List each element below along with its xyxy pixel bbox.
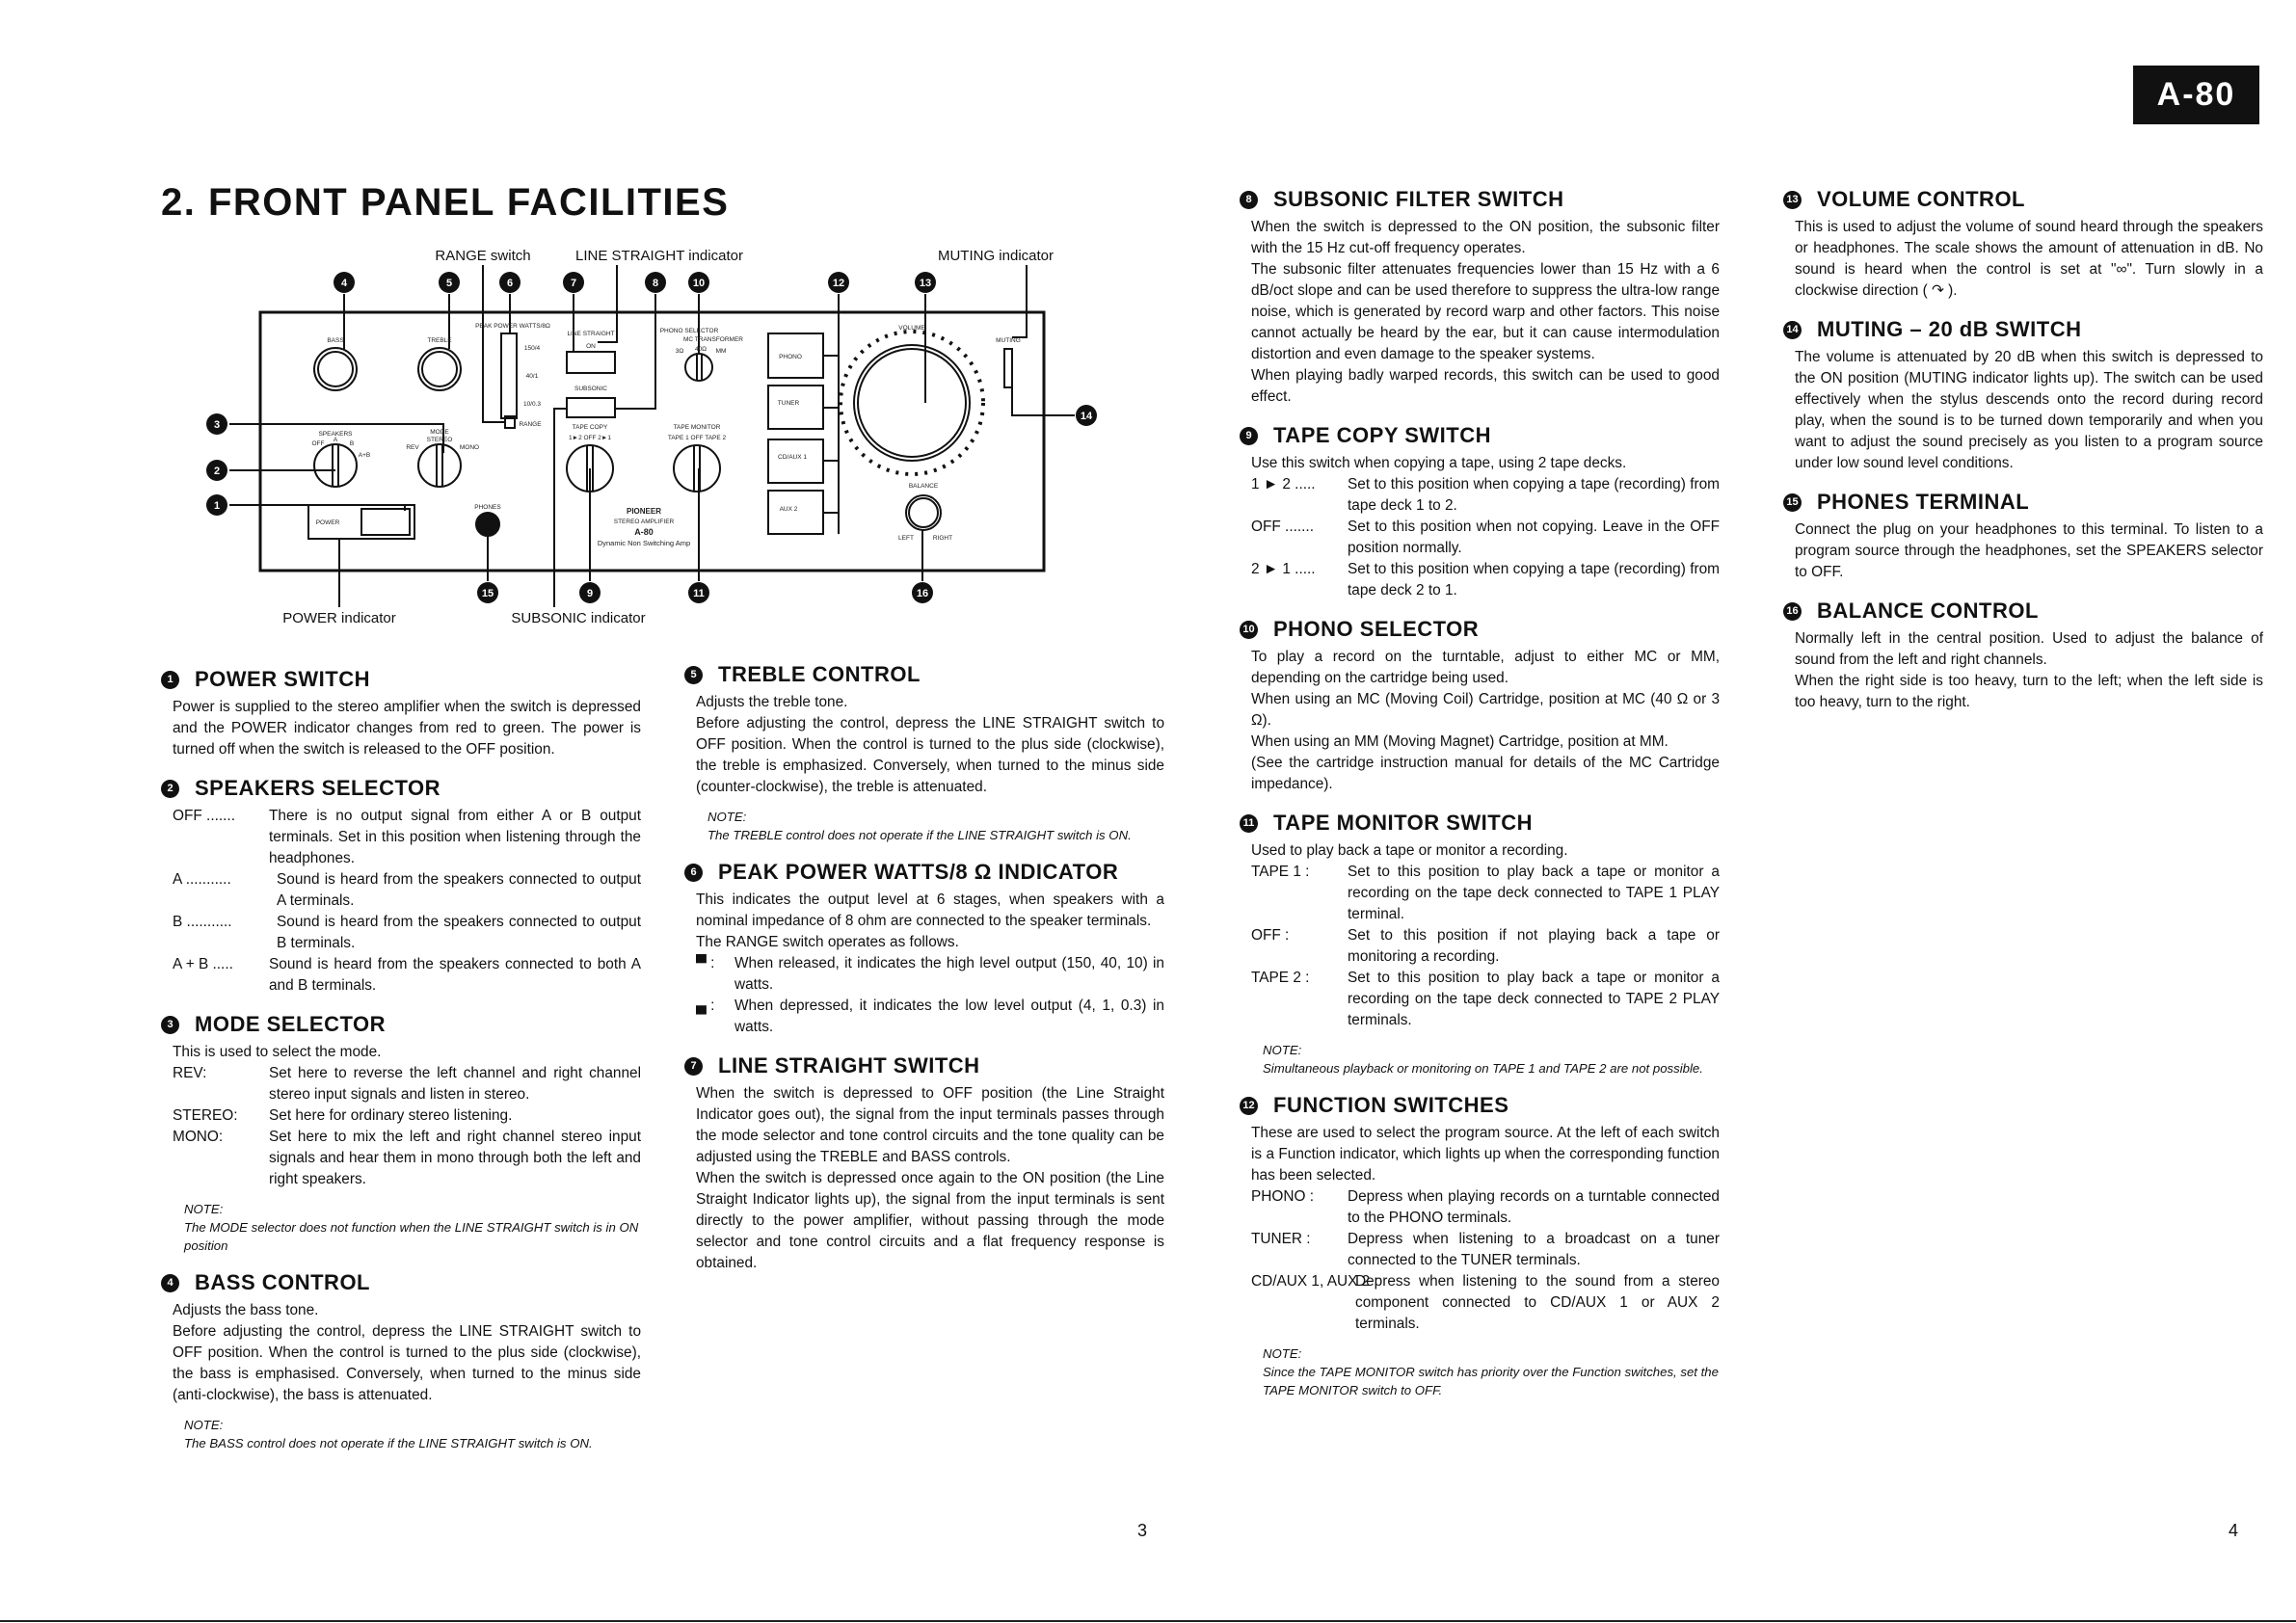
- function-switch-tuner: [768, 386, 823, 429]
- section-number-badge: 6: [684, 864, 703, 882]
- panel-text: SUBSONIC: [574, 386, 607, 392]
- function-switch-cdaux1: [768, 439, 823, 483]
- section-heading: [1240, 1091, 1720, 1120]
- section-heading: [684, 1051, 1164, 1080]
- definition-text: Set here for ordinary stereo listening.: [269, 1107, 513, 1124]
- definition-term: OFF .......: [173, 808, 235, 824]
- definition-text: Depress when playing records on a turntable connected to the PHONO terminals.: [1348, 1188, 1720, 1226]
- callout-number: 8: [652, 278, 659, 289]
- panel-text: MUTING: [996, 337, 1021, 344]
- column-1: [167, 665, 641, 1466]
- peak-power-meter: [501, 333, 517, 418]
- callout-number: 4: [340, 278, 348, 289]
- panel-model: A-80: [634, 527, 654, 537]
- paragraph: To play a record on the turntable, adjust to either MC or MM, depending on the cartridge being used.: [1251, 649, 1720, 686]
- definition-term: TAPE 2 :: [1251, 970, 1310, 986]
- definition-term: TUNER :: [1251, 1231, 1311, 1247]
- panel-text: VOLUME: [898, 325, 925, 332]
- note: [707, 808, 1164, 844]
- section-title: TREBLE CONTROL: [718, 662, 921, 686]
- line-straight-indicator-label: LINE STRAIGHT indicator: [575, 248, 743, 264]
- paragraph: (See the cartridge instruction manual for details of the MC Cartridge impedance).: [1251, 755, 1720, 792]
- callout-number: 5: [445, 278, 453, 289]
- section-number-badge: 14: [1783, 321, 1802, 339]
- panel-text: SPEAKERS: [318, 431, 353, 438]
- definition-term: OFF .......: [1251, 519, 1314, 535]
- note: [184, 1200, 641, 1255]
- paragraph: This is used to adjust the volume of sound heard through the speakers or headphones. The scale shows the amount of attenuation in dB. No sound is heard when the control is set at "∞". Turn slowly in a clockwise direction ( ↷ ).: [1795, 219, 2263, 299]
- panel-text: TAPE 1 OFF TAPE 2: [667, 435, 727, 441]
- paragraph: When playing badly warped records, this switch can be used to good effect.: [1251, 367, 1720, 405]
- panel-text: 1►2 OFF 2►1: [569, 435, 611, 441]
- definition-item: [173, 954, 641, 997]
- panel-text: TAPE COPY: [572, 424, 608, 431]
- panel-text: TAPE MONITOR: [673, 424, 721, 431]
- callout-number: 1: [213, 500, 221, 512]
- definition-term: PHONO :: [1251, 1188, 1314, 1205]
- section-9: [1245, 421, 1720, 601]
- section-title: PEAK POWER WATTS/8 Ω INDICATOR: [718, 860, 1119, 884]
- section-heading: [1783, 488, 2263, 517]
- page-number-left: 3: [1137, 1521, 1148, 1540]
- section-heading: [1240, 185, 1720, 214]
- definition-text: Set to this position if not playing back a tape or monitoring a recording.: [1348, 927, 1720, 965]
- paragraph: The volume is attenuated by 20 dB when this switch is depressed to the ON position (MUTING indicator lights up). The switch can be used effectively when the stylus descends onto the record during record play, when the sound is to be turned down temporarily and when you want to adjust the sound precisely as you listen to a program source under low sound level conditions.: [1795, 349, 2263, 471]
- phones-jack: [476, 513, 499, 536]
- section-heading: [1240, 809, 1720, 838]
- section-number-badge: 7: [684, 1057, 703, 1076]
- panel-text: RANGE: [519, 421, 542, 428]
- definition-text: Depress when listening to the sound from a stereo component connected to CD/AUX 1 or AUX 2 terminals.: [1355, 1273, 1720, 1332]
- definition-item: [696, 953, 1164, 996]
- section-10: [1242, 615, 1720, 795]
- definition-item: [696, 996, 1164, 1038]
- note: [1263, 1344, 1720, 1399]
- paragraph: Used to play back a tape or monitor a recording.: [1251, 842, 1568, 859]
- section-title: POWER SWITCH: [195, 667, 370, 691]
- note-label: NOTE:: [1263, 1346, 1302, 1361]
- paragraph: This indicates the output level at 6 stages, when speakers with a nominal impedance of 8 ohm are connected to the speaker terminals.: [696, 891, 1164, 929]
- section-number-badge: 8: [1240, 191, 1258, 209]
- note-text: The MODE selector does not function when the LINE STRAIGHT switch is in ON position: [184, 1220, 639, 1253]
- section-heading: [161, 774, 641, 803]
- page-number-right: 4: [2229, 1521, 2239, 1540]
- definition-text: Set to this position when copying a tape (recording) from tape deck 2 to 1.: [1348, 561, 1720, 599]
- paragraph: Adjusts the bass tone.: [173, 1302, 319, 1318]
- definition-term: REV:: [173, 1065, 207, 1081]
- section-title: VOLUME CONTROL: [1817, 187, 2025, 211]
- callout-number: 15: [481, 588, 494, 599]
- paragraph: Connect the plug on your headphones to this terminal. To listen to a program source through the headphones, set the SPEAKERS selector to OFF.: [1795, 521, 2263, 580]
- callout-number: 13: [919, 278, 932, 289]
- definition-text: Sound is heard from the speakers connected to output A terminals.: [277, 871, 641, 909]
- definition-list: [173, 806, 641, 997]
- paragraph: Normally left in the central position. Used to adjust the balance of sound from the left and right channels.: [1795, 630, 2263, 668]
- section-heading: [1240, 615, 1720, 644]
- section-heading: [684, 858, 1164, 887]
- section-3: [167, 1010, 641, 1255]
- section-8: [1245, 185, 1720, 408]
- definition-item: [1251, 1271, 1720, 1335]
- note-label: NOTE:: [1263, 1043, 1302, 1057]
- section-number-badge: 5: [684, 666, 703, 684]
- definition-list: [696, 953, 1164, 1038]
- note-text: The TREBLE control does not operate if the LINE STRAIGHT switch is ON.: [707, 828, 1132, 842]
- panel-text: MM: [715, 348, 727, 355]
- definition-term: ▄ :: [696, 998, 715, 1014]
- subsonic-indicator-label: SUBSONIC indicator: [511, 610, 646, 626]
- section-title: BALANCE CONTROL: [1817, 599, 2039, 623]
- section-14: [1786, 315, 2263, 474]
- section-11: [1242, 809, 1720, 1078]
- definition-text: Set to this position when copying a tape (recording) from tape deck 1 to 2.: [1348, 476, 1720, 514]
- definition-item: [173, 912, 641, 954]
- panel-text: 40Ω: [694, 346, 707, 353]
- paragraph: When the right side is too heavy, turn to the left; when the left side is too heavy, turn to the right.: [1795, 673, 2263, 710]
- panel-text: MONO: [459, 444, 480, 451]
- panel-text: 10/0.3: [522, 401, 542, 408]
- definition-text: Set to this position when not copying. Leave in the OFF position normally.: [1348, 519, 1720, 556]
- definition-item: [173, 1105, 641, 1127]
- panel-text: REV: [406, 444, 419, 451]
- section-title: PHONO SELECTOR: [1273, 617, 1480, 641]
- callout-number: 6: [506, 278, 514, 289]
- panel-text: ON: [586, 343, 596, 350]
- definition-term: STEREO:: [173, 1107, 238, 1124]
- subsonic-button: [567, 398, 615, 417]
- definition-item: [173, 806, 641, 869]
- brand-logo: PIONEER: [626, 507, 662, 516]
- definition-text: Depress when listening to a broadcast on a tuner connected to the TUNER terminals.: [1348, 1231, 1720, 1268]
- panel-text: B: [349, 440, 355, 447]
- section-number-badge: 4: [161, 1274, 179, 1292]
- range-switch-label: RANGE switch: [435, 248, 531, 264]
- definition-item: [1251, 474, 1720, 517]
- panel-text: STEREO: [426, 437, 453, 443]
- section-heading: [1783, 597, 2263, 625]
- note-label: NOTE:: [184, 1202, 224, 1216]
- panel-text: LEFT: [898, 535, 914, 542]
- section-title: TAPE COPY SWITCH: [1273, 423, 1491, 447]
- panel-text: PHONO: [779, 354, 802, 360]
- definition-text: Sound is heard from the speakers connected to both A and B terminals.: [269, 956, 641, 994]
- column-2: [690, 660, 1164, 1288]
- section-12: [1242, 1091, 1720, 1399]
- section-title: LINE STRAIGHT SWITCH: [718, 1053, 980, 1078]
- definition-term: OFF :: [1251, 927, 1290, 944]
- panel-text: OFF: [311, 440, 325, 447]
- power-indicator-label: POWER indicator: [282, 610, 396, 626]
- panel-text: STEREO AMPLIFIER: [613, 519, 675, 525]
- panel-text: TREBLE: [427, 337, 452, 344]
- section-heading: [161, 1010, 641, 1039]
- section-heading: [1783, 185, 2263, 214]
- note: [1263, 1041, 1720, 1078]
- paragraph: When the switch is depressed once again to the ON position (the Line Straight Indicator lights up), the signal from the input terminals is sent directly to the power amplifier, without passing through the mode selector and tone control circuits and a flat frequency response is obtained.: [696, 1170, 1164, 1271]
- section-number-badge: 10: [1240, 621, 1258, 639]
- line-straight-button: [567, 352, 615, 373]
- definition-term: A + B .....: [173, 956, 233, 972]
- paragraph: The RANGE switch operates as follows.: [696, 934, 959, 950]
- section-title: FUNCTION SWITCHES: [1273, 1093, 1509, 1117]
- section-2: [167, 774, 641, 997]
- muting-indicator-label: MUTING indicator: [937, 248, 1055, 264]
- note-label: NOTE:: [707, 810, 747, 824]
- note-text: Simultaneous playback or monitoring on TAPE 1 and TAPE 2 are not possible.: [1263, 1061, 1703, 1076]
- paragraph: Before adjusting the control, depress the LINE STRAIGHT switch to OFF position. When the control is turned to the plus side (clockwise), the treble is emphasized. Conversely, when turned to the minus side (counter-clockwise), the treble is attenuated.: [696, 715, 1164, 795]
- section-heading: [161, 665, 641, 694]
- callout-number: 16: [916, 588, 929, 599]
- paragraph: When using an MC (Moving Coil) Cartridge, position at MC (40 Ω or 3 Ω).: [1251, 691, 1720, 729]
- definition-term: TAPE 1 :: [1251, 864, 1310, 880]
- section-heading: [1240, 421, 1720, 450]
- panel-text: RIGHT: [932, 535, 953, 542]
- panel-text: 150/4: [523, 345, 541, 352]
- definition-item: [1251, 517, 1720, 559]
- panel-text: AUX 2: [779, 506, 798, 513]
- bass-knob: [314, 348, 357, 390]
- phono-selector-knob: [685, 354, 712, 381]
- treble-knob: [418, 348, 461, 390]
- section-6: [690, 858, 1164, 1038]
- definition-item: [1251, 968, 1720, 1031]
- section-title: SUBSONIC FILTER SWITCH: [1273, 187, 1564, 211]
- definition-text: Set here to reverse the left channel and right channel stereo input signals and listen in stereo.: [269, 1065, 641, 1103]
- section-number-badge: 3: [161, 1016, 179, 1034]
- callout-number: 14: [1080, 411, 1093, 422]
- panel-text: BASS: [327, 337, 344, 344]
- definition-item: [173, 1063, 641, 1105]
- paragraph: When the switch is depressed to the ON position, the subsonic filter with the 15 Hz cut-off frequency operates.: [1251, 219, 1720, 256]
- paragraph: The subsonic filter attenuates frequencies lower than 15 Hz with a 6 dB/oct slope and can be used therefore to suppress the ultra-low range noise, which is generated by record warp and other factors. This noise cannot actually be heard by the ear, but it can cause intermodulation distortion and even damage to the speaker systems.: [1251, 261, 1720, 362]
- definition-list: [1251, 474, 1720, 601]
- definition-list: [1251, 1186, 1720, 1335]
- panel-text: PHONES: [474, 504, 501, 511]
- definition-item: [1251, 925, 1720, 968]
- balance-knob: [906, 495, 941, 530]
- section-title: MUTING – 20 dB SWITCH: [1817, 317, 2082, 341]
- definition-term: 2 ► 1 .....: [1251, 561, 1316, 577]
- note-text: The BASS control does not operate if the LINE STRAIGHT switch is ON.: [184, 1436, 593, 1450]
- section-heading: [684, 660, 1164, 689]
- section-heading: [161, 1268, 641, 1297]
- bottom-rule: [0, 1620, 2296, 1622]
- definition-text: Set here to mix the left and right channel stereo input signals and hear them in mono through both the left and right speakers.: [269, 1129, 641, 1187]
- panel-text: A: [333, 437, 338, 443]
- column-4: [1786, 185, 2263, 727]
- definition-term: A ...........: [173, 871, 231, 888]
- definition-item: [173, 869, 641, 912]
- callout-number: 11: [693, 588, 705, 599]
- callout-number: 9: [586, 588, 594, 599]
- definition-text: Sound is heard from the speakers connected to output B terminals.: [277, 914, 641, 951]
- definition-item: [1251, 862, 1720, 925]
- panel-text: POWER: [315, 519, 340, 526]
- section-16: [1786, 597, 2263, 713]
- callout-number: 10: [692, 278, 706, 289]
- section-number-badge: 11: [1240, 814, 1258, 833]
- callout-number: 7: [570, 278, 577, 289]
- section-number-badge: 12: [1240, 1097, 1258, 1115]
- paragraph: Before adjusting the control, depress the LINE STRAIGHT switch to OFF position. When the control is turned to the plus side (clockwise), the bass is emphasised. Conversely, when turned to the minus side (anti-clockwise), the bass is attenuated.: [173, 1323, 641, 1403]
- panel-text: BALANCE: [908, 483, 939, 490]
- section-title: PHONES TERMINAL: [1817, 490, 2030, 514]
- definition-term: CD/AUX 1, AUX 2 :: [1251, 1273, 1378, 1290]
- section-number-badge: 13: [1783, 191, 1802, 209]
- section-number-badge: 9: [1240, 427, 1258, 445]
- callout-number: 3: [213, 419, 221, 431]
- model-badge: A-80: [2133, 66, 2259, 124]
- definition-term: ▀ :: [696, 955, 715, 971]
- paragraph: These are used to select the program source. At the left of each switch is a Function indicator, which lights up when the corresponding function has been selected.: [1251, 1125, 1720, 1184]
- section-number-badge: 15: [1783, 493, 1802, 512]
- section-7: [690, 1051, 1164, 1274]
- column-3: [1242, 185, 1720, 1413]
- panel-text: PHONO SELECTOR: [659, 328, 719, 334]
- section-number-badge: 16: [1783, 602, 1802, 621]
- definition-item: [1251, 1229, 1720, 1271]
- section-13: [1786, 185, 2263, 302]
- panel-text: Dynamic Non Switching Amp: [597, 539, 691, 547]
- definition-text: When released, it indicates the high level output (150, 40, 10) in watts.: [734, 955, 1164, 993]
- definition-text: There is no output signal from either A or B output terminals. Set in this position when listening through the headphones.: [269, 808, 641, 866]
- section-4: [167, 1268, 641, 1452]
- callout-number: 2: [213, 466, 221, 477]
- definition-list: [173, 1063, 641, 1190]
- tape-monitor-knob: [674, 445, 720, 492]
- definition-text: Set to this position to play back a tape or monitor a recording on the tape deck connected to TAPE 2 PLAY terminals.: [1348, 970, 1720, 1028]
- speakers-knob: [314, 444, 357, 487]
- page-title: 2. FRONT PANEL FACILITIES: [161, 181, 730, 224]
- panel-text: MODE: [430, 429, 449, 436]
- panel-text: PEAK POWER WATTS/8Ω: [475, 323, 550, 330]
- definition-term: 1 ► 2 .....: [1251, 476, 1316, 492]
- mode-knob: [418, 444, 461, 487]
- muting-button: [1004, 349, 1012, 387]
- callout-number: 12: [832, 278, 845, 289]
- definition-term: MONO:: [173, 1129, 224, 1145]
- section-number-badge: 1: [161, 671, 179, 689]
- panel-text: CD/AUX 1: [778, 454, 807, 461]
- paragraph: Power is supplied to the stereo amplifier when the switch is depressed and the POWER indicator changes from red to green. The power is turned off when the switch is released to the OFF position.: [173, 699, 641, 758]
- section-title: SPEAKERS SELECTOR: [195, 776, 441, 800]
- panel-text: 3Ω: [675, 348, 684, 355]
- note: [184, 1416, 641, 1452]
- definition-item: [173, 1127, 641, 1190]
- panel-text: TUNER: [777, 400, 800, 407]
- definition-text: When depressed, it indicates the low level output (4, 1, 0.3) in watts.: [734, 998, 1164, 1035]
- note-text: Since the TAPE MONITOR switch has priority over the Function switches, set the TAPE MONITOR switch to OFF.: [1263, 1365, 1719, 1397]
- volume-knob: [854, 345, 970, 461]
- section-title: BASS CONTROL: [195, 1270, 370, 1294]
- panel-text: MC TRANSFORMER: [683, 336, 743, 343]
- section-title: MODE SELECTOR: [195, 1012, 387, 1036]
- section-15: [1786, 488, 2263, 583]
- definition-text: Set to this position to play back a tape or monitor a recording on the tape deck connected to TAPE 1 PLAY terminal.: [1348, 864, 1720, 922]
- panel-text: LINE STRAIGHT: [567, 331, 615, 337]
- section-1: [167, 665, 641, 760]
- definition-term: B ...........: [173, 914, 232, 930]
- section-heading: [1783, 315, 2263, 344]
- section-5: [690, 660, 1164, 844]
- paragraph: When the switch is depressed to OFF position (the Line Straight Indicator goes out), the signal from the input terminals passes through the mode selector and tone control circuits and the tone quality can be adjusted using the TREBLE and BASS controls.: [696, 1085, 1164, 1165]
- definition-list: [1251, 862, 1720, 1031]
- definition-item: [1251, 559, 1720, 601]
- paragraph: This is used to select the mode.: [173, 1044, 382, 1060]
- section-title: TAPE MONITOR SWITCH: [1273, 811, 1534, 835]
- front-panel-diagram: [0, 0, 1157, 655]
- note-label: NOTE:: [184, 1418, 224, 1432]
- section-number-badge: 2: [161, 780, 179, 798]
- panel-text: A+B: [358, 452, 371, 459]
- paragraph: When using an MM (Moving Magnet) Cartridge, position at MM.: [1251, 733, 1669, 750]
- paragraph: Use this switch when copying a tape, using 2 tape decks.: [1251, 455, 1627, 471]
- definition-item: [1251, 1186, 1720, 1229]
- panel-text: 40/1: [525, 373, 539, 380]
- paragraph: Adjusts the treble tone.: [696, 694, 848, 710]
